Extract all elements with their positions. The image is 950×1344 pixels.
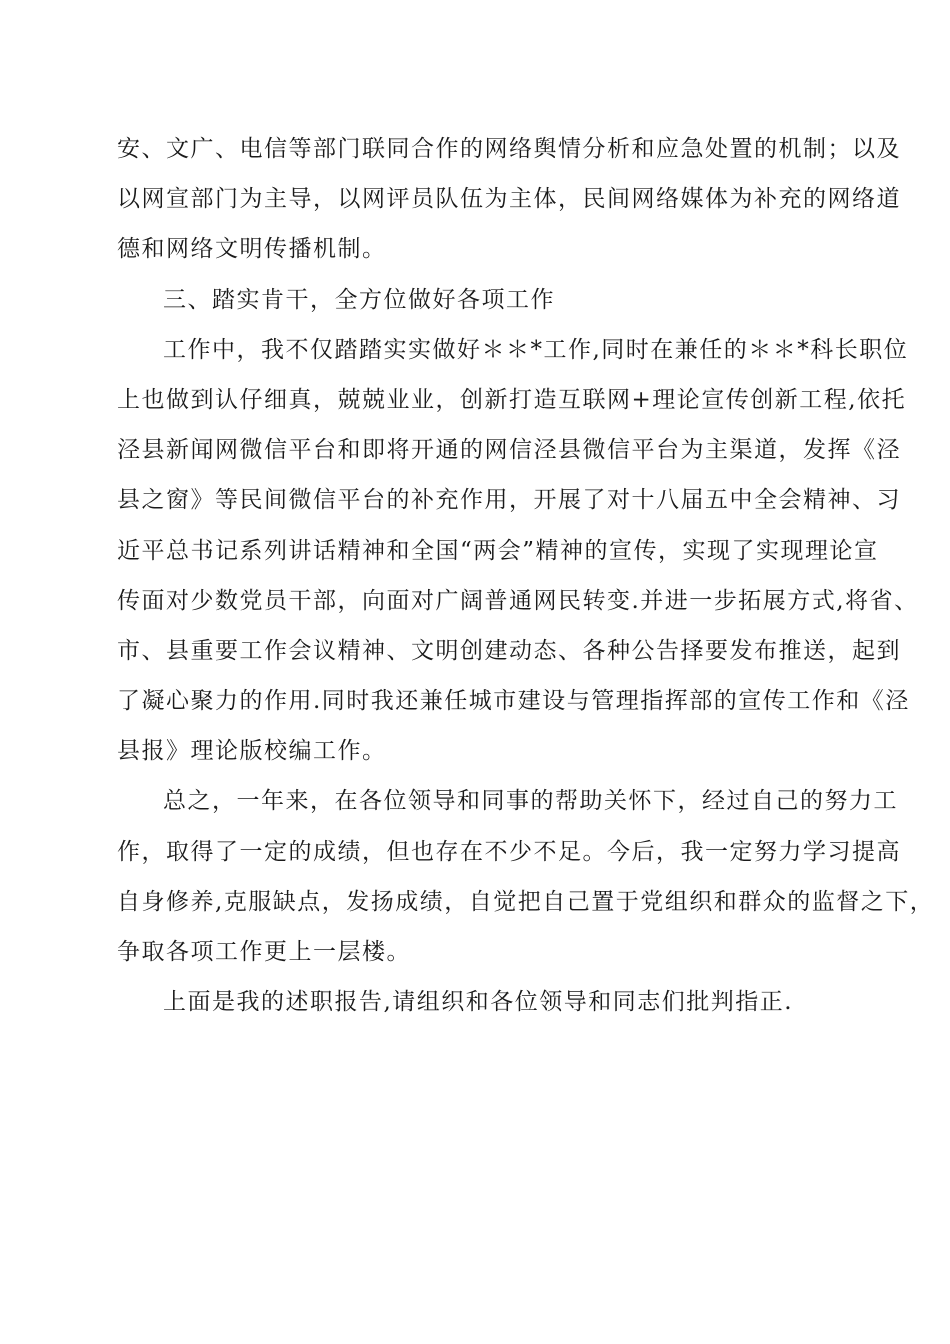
text-line: 了凝心聚力的作用.同时我还兼任城市建设与管理指挥部的宣传工作和《泾: [117, 688, 910, 715]
text-line: 争取各项工作更上一层楼。: [117, 939, 411, 965]
text-line: 德和网络文明传播机制。: [117, 236, 387, 263]
text-line: 县之窗》等民间微信平台的补充作用，开展了对十八届五中全会精神、习: [117, 487, 901, 514]
text-line: 传面对少数党员干部，向面对广阔普通网民转变.并进一步拓展方式,将省、: [117, 587, 919, 614]
text-line: 县报》理论版校编工作。: [117, 738, 387, 765]
section-heading-three: [117, 275, 847, 325]
document-body: [117, 124, 935, 1027]
paragraph-summary: [117, 776, 935, 977]
section-heading-text: 三、踏实肯干，全方位做好各项工作: [163, 286, 555, 313]
text-line: 上也做到认仔细真，兢兢业业，创新打造互联网+理论宣传创新工程,依托: [117, 386, 907, 413]
text-line: 近平总书记系列讲话精神和全国“两会”精神的宣传，实现了实现理论宣: [117, 537, 879, 564]
text-line: 安、文广、电信等部门联同合作的网络舆情分析和应急处置的机制；以及: [117, 136, 901, 162]
paragraph-closing: [117, 977, 847, 1027]
text-line: 自身修养,克服缺点，发扬成绩，自觉把自己置于党组织和群众的监督之下，: [117, 888, 935, 915]
paragraph-work-details: [117, 325, 919, 777]
text-line: 作，取得了一定的成绩，但也存在不少不足。今后，我一定努力学习提高: [117, 838, 901, 865]
text-line: 市、县重要工作会议精神、文明创建动态、各种公告择要发布推送，起到: [117, 637, 901, 664]
paragraph-network-mechanism: [117, 124, 901, 275]
text-line: 工作中，我不仅踏踏实实做好＊＊*工作,同时在兼任的＊＊*科长职位: [163, 336, 909, 363]
text-line: 以网宣部门为主导，以网评员队伍为主体，民间网络媒体为补充的网络道: [117, 186, 901, 213]
text-line: 泾县新闻网微信平台和即将开通的网信泾县微信平台为主渠道，发挥《泾: [117, 437, 901, 464]
text-line: 上面是我的述职报告,请组织和各位领导和同志们批判指正.: [163, 989, 794, 1016]
text-line: 总之，一年来，在各位领导和同事的帮助关怀下，经过自己的努力工: [163, 788, 898, 815]
